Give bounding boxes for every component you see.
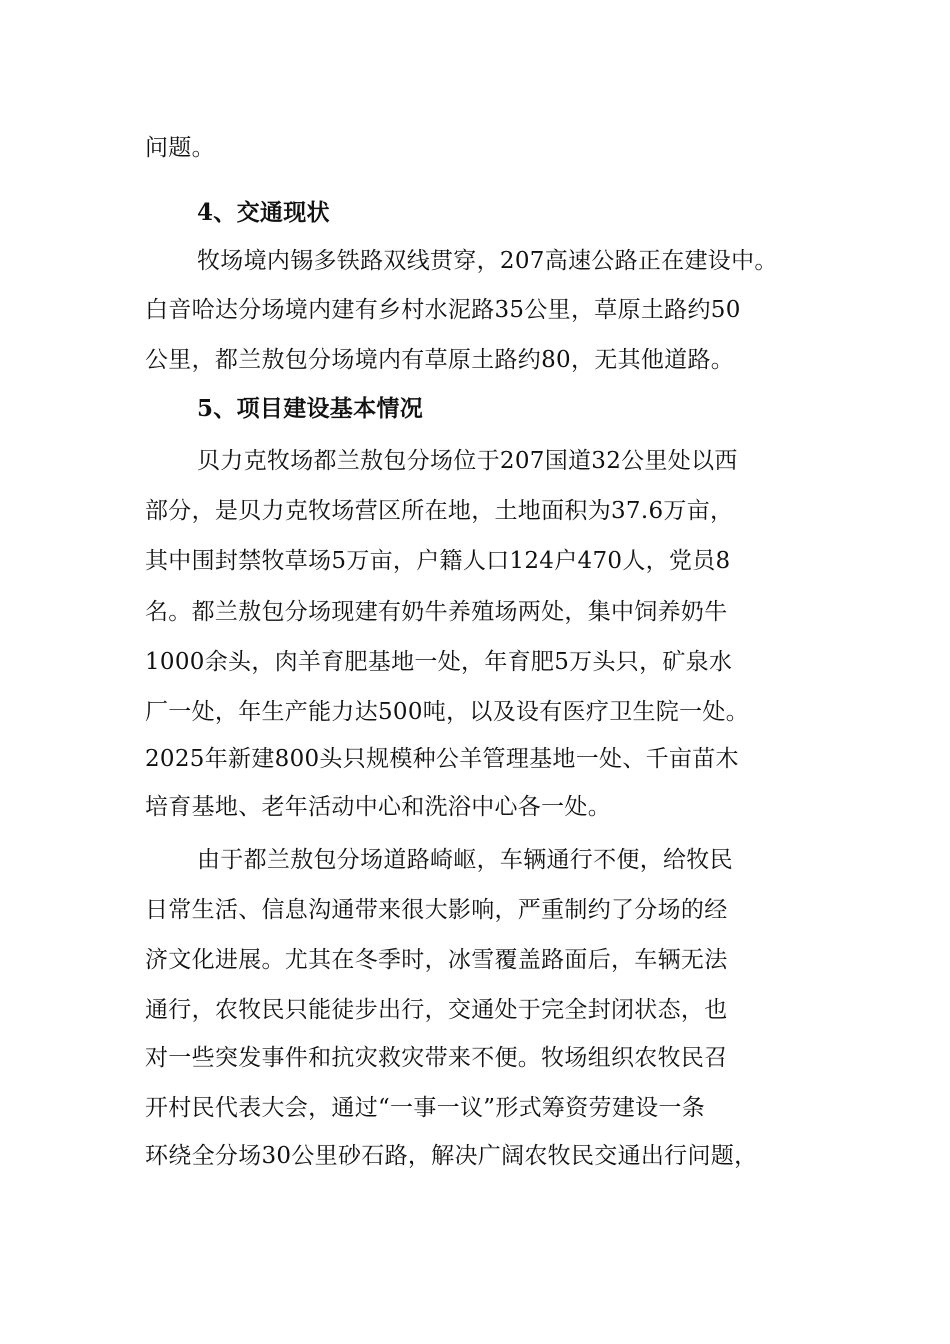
paragraph-line: 开村民代表大会，通过“一事一议”形式筹资劳建设一条 — [145, 1095, 706, 1121]
paragraph-line: 部分，是贝力克牧场营区所在地，土地面积为37.6万亩， — [145, 498, 734, 524]
section-heading-project: 5、项目建设基本情况 — [197, 395, 424, 422]
paragraph-line: 名。都兰敖包分场现建有奶牛养殖场两处，集中饲养奶牛 — [145, 599, 728, 625]
paragraph-line: 2025年新建800头只规模种公羊管理基地一处、千亩苗木 — [145, 746, 739, 772]
paragraph-line: 贝力克牧场都兰敖包分场位于207国道32公里处以西 — [197, 448, 738, 474]
paragraph-line: 日常生活、信息沟通带来很大影响，严重制约了分场的经 — [145, 897, 728, 923]
paragraph-line: 1000余头，肉羊育肥基地一处，年育肥5万头只，矿泉水 — [145, 649, 733, 675]
paragraph-line: 牧场境内锡多铁路双线贯穿，207高速公路正在建设中。 — [197, 248, 778, 274]
paragraph-line: 对一些突发事件和抗灾救灾带来不便。牧场组织农牧民召 — [145, 1045, 728, 1071]
paragraph-line: 其中围封禁牧草场5万亩，户籍人口124户470人，党员8 — [145, 548, 731, 574]
paragraph-line: 环绕全分场30公里砂石路，解决广阔农牧民交通出行问题， — [145, 1143, 758, 1169]
paragraph-line: 通行，农牧民只能徒步出行，交通处于完全封闭状态，也 — [145, 997, 728, 1023]
paragraph-line: 厂一处，年生产能力达500吨，以及设有医疗卫生院一处。 — [145, 699, 749, 725]
paragraph-line: 公里，都兰敖包分场境内有草原土路约80，无其他道路。 — [145, 347, 735, 373]
section-heading-traffic: 4、交通现状 — [197, 199, 330, 226]
paragraph-line: 培育基地、老年活动中心和洗浴中心各一处。 — [145, 794, 611, 820]
paragraph-line: 济文化进展。尤其在冬季时，冰雪覆盖路面后，车辆无法 — [145, 947, 728, 973]
paragraph-line: 由于都兰敖包分场道路崎岖，车辆通行不便，给牧民 — [197, 847, 733, 873]
paragraph-line: 白音哈达分场境内建有乡村水泥路35公里，草原土路约50 — [145, 297, 741, 323]
paragraph-line: 问题。 — [145, 135, 215, 161]
